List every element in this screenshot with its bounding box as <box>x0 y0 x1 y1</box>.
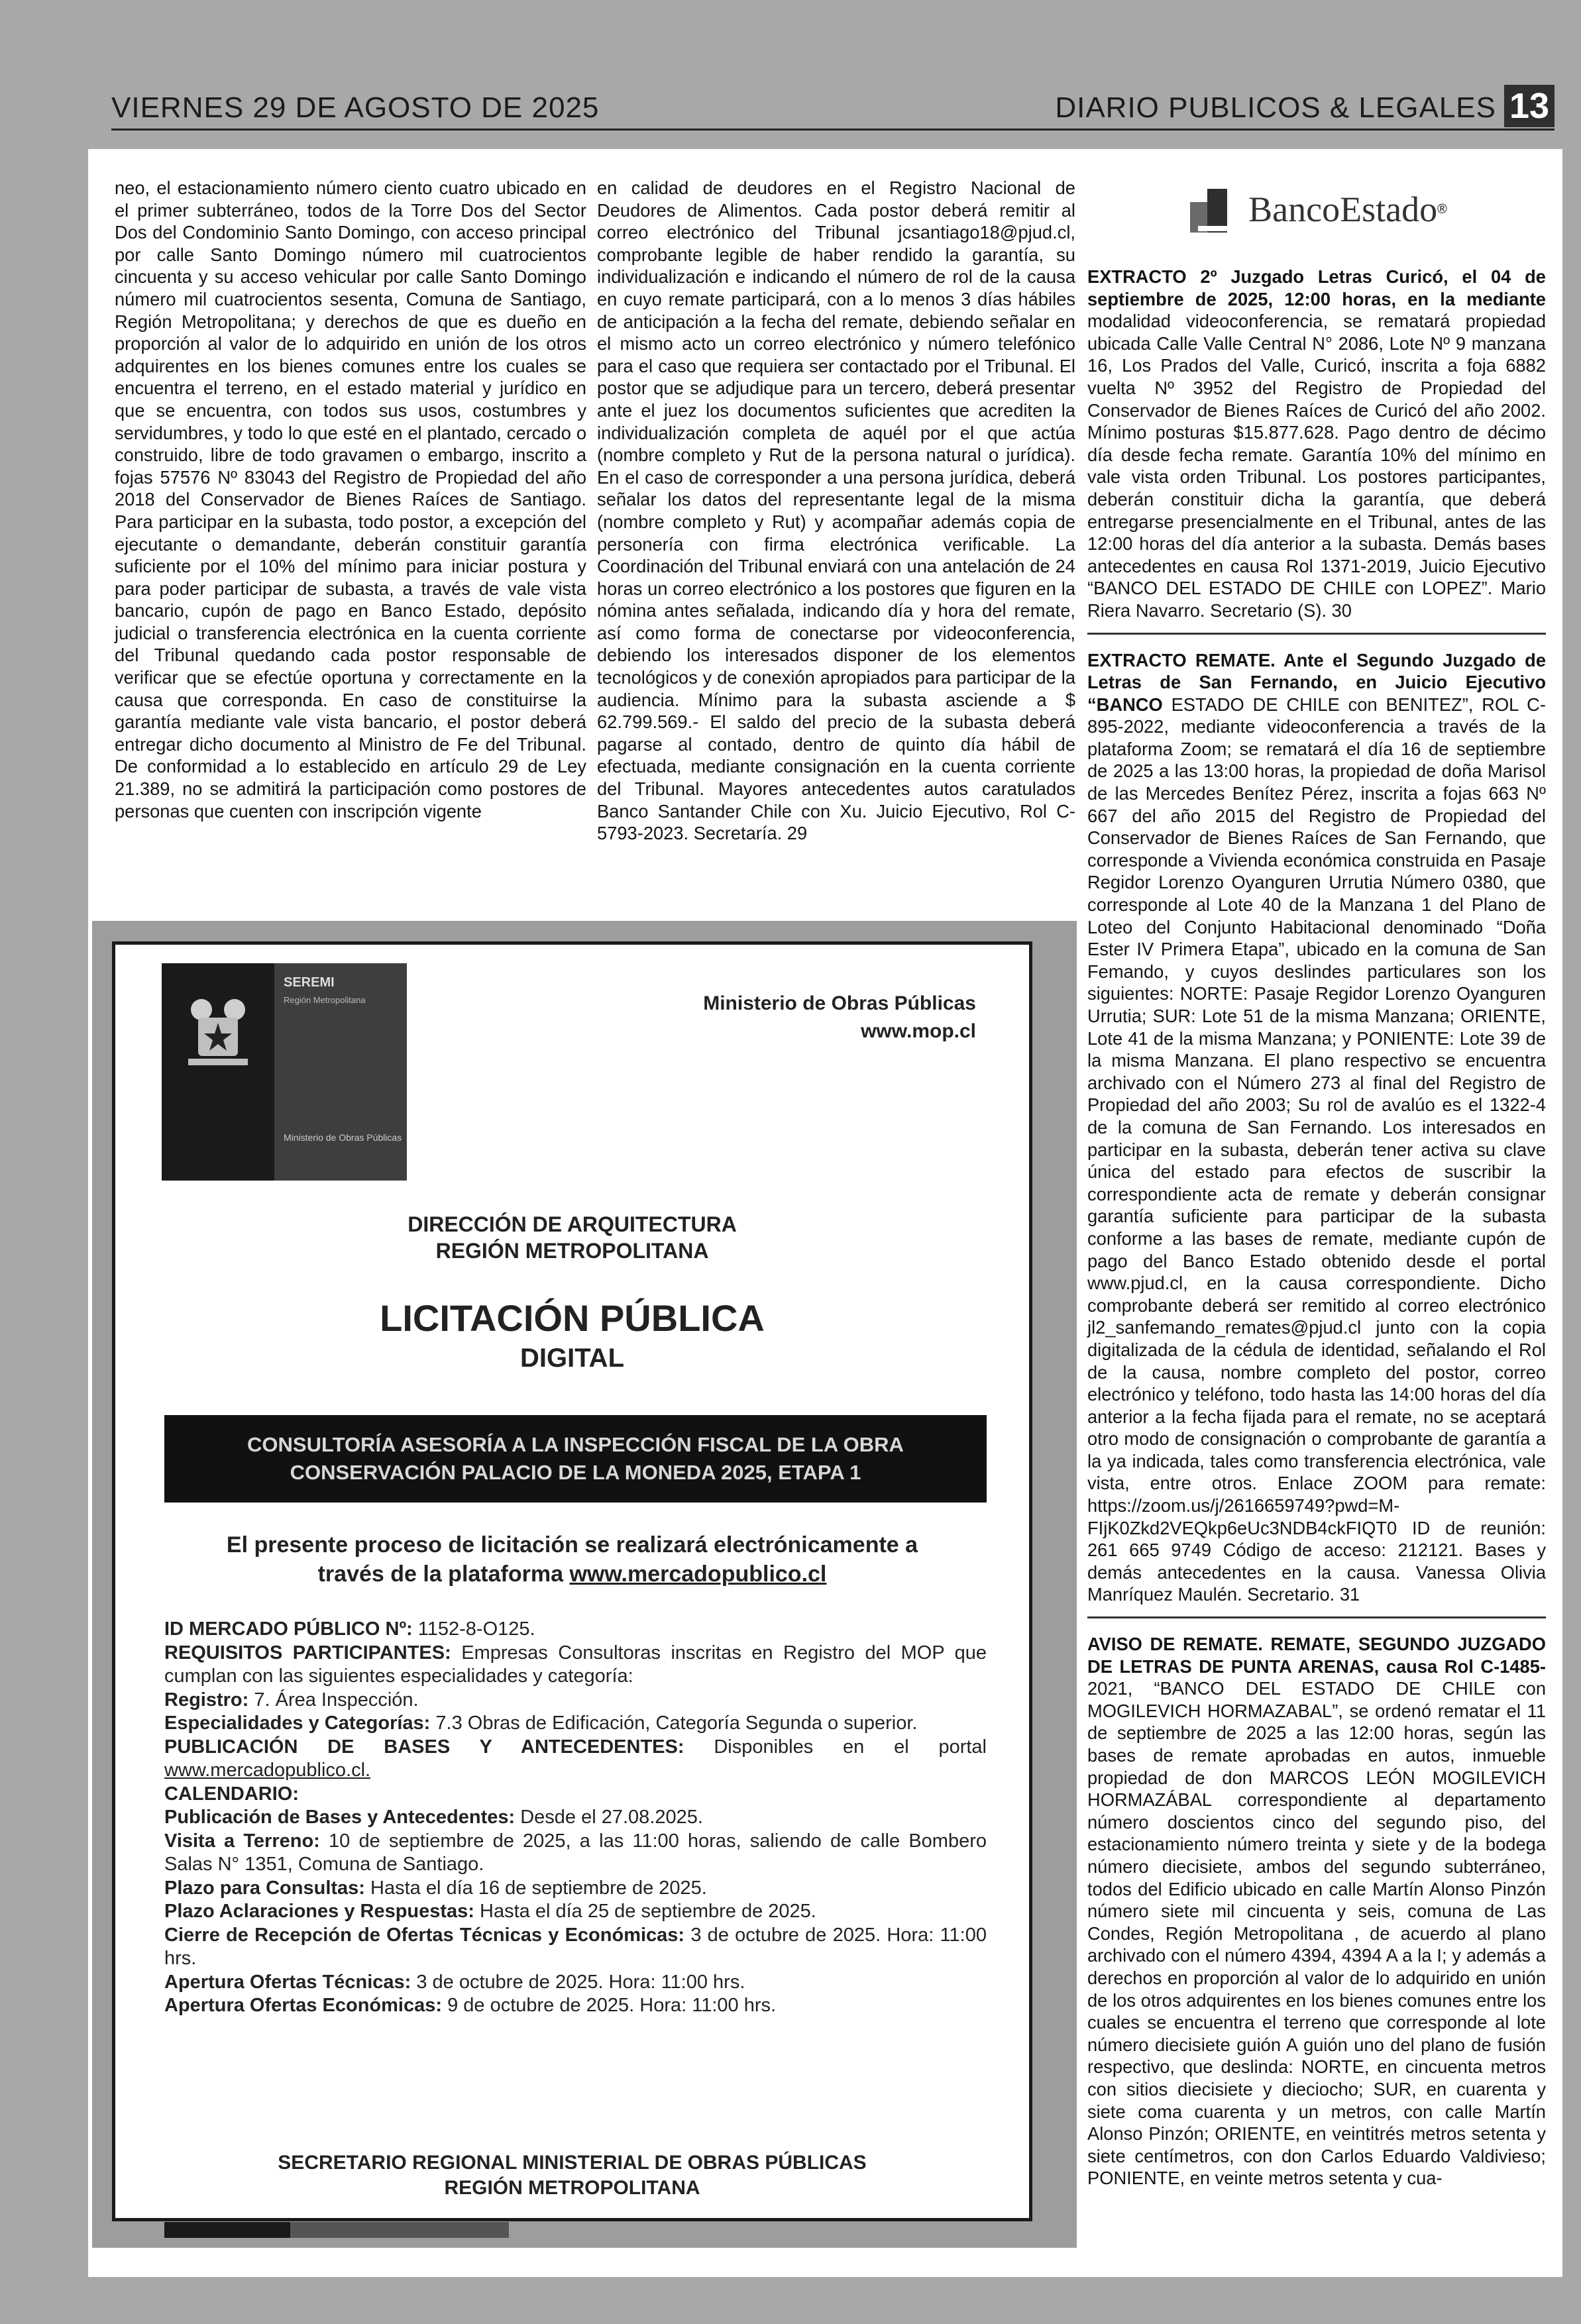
signature-block <box>115 2150 1029 2201</box>
registry-value: 7. Área Inspección. <box>248 1689 419 1711</box>
publication-label: PUBLICACIÓN DE BASES Y ANTECEDENTES: <box>164 1736 684 1758</box>
specialties-label: Especialidades y Categorías: <box>164 1713 431 1734</box>
calendar-item-label: Plazo para Consultas: <box>164 1877 365 1899</box>
page-number: 13 <box>1504 85 1554 127</box>
registry-label: Registro: <box>164 1689 249 1711</box>
calendar-item-value: 3 de octubre de 2025. Hora: 11:00 hrs. <box>411 1971 745 1993</box>
notice-punta-arenas <box>1087 1633 1546 2190</box>
process-line-2: través de la plataforma <box>317 1561 570 1587</box>
signature-line-1: SECRETARIO REGIONAL MINISTERIAL DE OBRAS PÚBLICAS <box>278 2152 867 2174</box>
notice-divider <box>1087 1616 1546 1618</box>
footer-color-bar <box>164 2222 509 2238</box>
bancoestado-logo <box>1087 177 1546 243</box>
header-rule <box>111 129 1554 131</box>
calendar-item-label: Apertura Ofertas Económicas: <box>164 1995 443 2016</box>
consultancy-line-2: CONSERVACIÓN PALACIO DE LA MONEDA 2025, ETAPA 1 <box>290 1461 861 1484</box>
seremi-label: SEREMI <box>284 975 335 990</box>
header-section: DIARIO PUBLICOS & LEGALES <box>1055 91 1496 124</box>
calendar-label: CALENDARIO: <box>164 1783 299 1805</box>
page-content <box>88 149 1562 2277</box>
coat-of-arms-icon <box>162 977 274 1096</box>
page-header <box>0 0 1581 152</box>
notice-body: 2021, “BANCO DEL ESTADO DE CHILE con MOGILEVICH HORMAZABAL”, se ordenó rematar el 11 de septiembre de 2025 a las 12:00 horas, según las bases de remate aprobadas en autos, inmueble propiedad de don MARCOS LEÓN MOGILEVICH HORMAZÁBAL correspondiente al departamento número doscientos cinco del segundo piso, del estacionamiento número treinta y siete y de la bodega número diecisiete, ambos del segundo subterráneo, todos del Edificio ubicado en calle Martín Alonso Pinzón número siete mil cincuenta y seis, comuna de Las Condes, Región Metropolitana , de acuerdo al plano archivado con el número 4394, 4394 A a la I; y además a derechos en proporción al valor de lo adquirido en unión de los otros adquirentes en los bienes comunes entre los cuales se encuentra el terreno que corresponde al lote número diecisiete guión A guión uno del plano de fusión respectivo, que deslinda: NORTE, en cincuenta metros con sitios diecisiete y dieciocho; SUR, en cuarenta y siete coma cuarenta y un metros, con calle Martín Alonso Pinzón; ORIENTE, en veintitrés metros setenta y siete centímetros, con don Carlos Eduardo Valdivieso; PONIENTE, en veinte metros setenta y cua- <box>1087 1678 1546 2189</box>
calendar-item-value: Hasta el día 25 de septiembre de 2025. <box>474 1901 816 1922</box>
tender-subtitle: DIGITAL <box>519 1344 624 1373</box>
ministry-url: www.mop.cl <box>861 1020 976 1042</box>
calendar-item-value: 3 de octubre de 2025. Hora: 11:00 hrs. <box>164 1924 987 1969</box>
column-3 <box>1087 177 1546 2196</box>
publication-value: Disponibles en el portal <box>684 1736 987 1758</box>
consultancy-banner <box>164 1415 987 1503</box>
ministry-block <box>703 990 976 1045</box>
publication-url: www.mercadopublico.cl. <box>164 1760 371 1781</box>
notice-body: ESTADO DE CHILE con BENITEZ”, ROL C-895-2022, mediante videoconferencia a través de la plataforma Zoom; se rematará el día 16 de septiembre de 2025 a las 13:00 horas, la propiedad de doña Marisol de las Mercedes Benítez Pérez, inscrita a fojas 663 Nº 667 del año 2015 del Registro de Propiedad del Conservador de Bienes Raíces de San Fernando, que corresponde a Vivienda económica construida en Pasaje Regidor Lorenzo Oyanguren Urrutia Número 0380, que corresponde al Lote 40 de la Manzana 1 del Plano de Loteo del Conjunto Habitacional denominado “Doña Ester IV Primera Etapa”, ubicado en la comuna de San Femando, y cuyos deslindes particulares son los siguientes: NORTE: Pasaje Regidor Lorenzo Oyanguren Urrutia; SUR: Lote 51 de la misma Manzana; ORIENTE, Lote 41 de la misma Manzana; y PONIENTE: Lote 39 de la misma Manzana. El plano respectivo se encuentra archivado con el Número 273 al final del Registro de Propiedad del año 2003; Su rol de avalúo es el 1322-4 de la comuna de San Fernando. Los interesados en participar en la subasta, deberán tener activa su clave única del estado para efectos de suscribir la correspondiente acta de remate y deberán consignar garantía suficiente para participar de la subasta conforme a las bases de remate, mediante cupón de pago del Banco Estado obtenido desde el portal www.pjud.cl, en la causa correspondiente. Dicho comprobante deberá ser remitido al correo electrónico jl2_sanfemando_remates@pjud.cl junto con la copia digitalizada de la cédula de identidad, señalando el Rol de la causa, nombre completo del postor, correo electrónico y teléfono, todo hasta las 14:00 horas del día anterior a la fecha fijada para el remate, no se aceptará otro modo de consignación o comprobante de garantía a la ya indicada, tales como transferencia electrónica, vale vista, entre otros. Enlace ZOOM para remate: https://zoom.us/j/2616659749?pwd=M-FIjK0Zkd2VEQkp6eUc3NDB4ckFIQT0 ID de reunión: 261 665 9749 Código de acceso: 212121. Bases y demás antecedentes en la causa. Vanessa Olivia Manríquez Maulén. Secretario. 31 <box>1087 694 1546 1605</box>
direction-name: DIRECCIÓN DE ARQUITECTURA <box>408 1212 737 1236</box>
id-value: 1152-8-O125. <box>412 1618 535 1640</box>
specialties-value: 7.3 Obras de Edificación, Categoría Segunda o superior. <box>430 1713 918 1734</box>
column-1 <box>115 177 586 822</box>
calendar-item-label: Visita a Terreno: <box>164 1830 320 1852</box>
calendar-item-value: Desde el 27.08.2025. <box>515 1807 703 1828</box>
tender-details <box>164 1618 987 2018</box>
direction-heading <box>115 1211 1029 1264</box>
calendar-item-value: 10 de septiembre de 2025, a las 11:00 horas, saliendo de calle Bombero Salas N° 1351, Comuna de Santiago. <box>164 1830 987 1875</box>
calendar-item-label: Apertura Ofertas Técnicas: <box>164 1971 411 1993</box>
notice-continuation-2: en calidad de deudores en el Registro Nacional de Deudores de Alimentos. Cada postor deberá remitir al correo electrónico del Tribunal jcsantiago18@pjud.cl, comprobante legible de haber rendido la garantía, su individualización e indicando el número de rol de la causa en cuyo remate participará, con a lo menos 3 días hábiles de anticipación a la fecha del remate, debiendo señalar en el mismo acto un correo electrónico y número telefónico para el caso que requiera ser contactado por el Tribunal. El postor que se adjudique para un tercero, deberá presentar ante el juez los documentos suficientes que acrediten la individualización completa de aquél por el que actúa (nombre completo y Rut de la persona natural o jurídica). En el caso de corresponder a una persona jurídica, deberá señalar los datos del representante legal de la misma (nombre completo y Rut) y acompañar además copia de personería con firma electrónica verificable. La Coordinación del Tribunal enviará con una antelación de 24 horas un correo electrónico a los postores que figuren en la nómina antes señalada, indicando día y hora del remate, así como forma de conectarse por videoconferencia, debiendo los interesados disponer de los elementos tecnológicos y de conexión apropiados para participar de la audiencia. Mínimo para la subasta asciende a $ 62.799.569.- El saldo del precio de la subasta deberá pagarse al contado, dentro de quinto día hábil de efectuada, mediante consignación en la cuenta corriente del Tribunal. Mayores antecedentes autos caratulados Banco Santander Chile con Xu. Juicio Ejecutivo, Rol C-5793-2023. Secretaría. 29 <box>597 178 1075 844</box>
seremi-ministry: Ministerio de Obras Públicas <box>284 1132 402 1143</box>
bancoestado-wordmark: BancoEstado <box>1248 189 1438 230</box>
registered-mark: ® <box>1437 202 1447 217</box>
mop-advertisement <box>92 921 1077 2248</box>
calendar-item-value: Hasta el día 16 de septiembre de 2025. <box>364 1877 707 1899</box>
signature-line-2: REGIÓN METROPOLITANA <box>444 2177 700 2199</box>
seremi-region: Región Metropolitana <box>284 995 366 1005</box>
calendar-item-label: Plazo Aclaraciones y Respuestas: <box>164 1901 474 1922</box>
notice-continuation: neo, el estacionamiento número ciento cuatro ubicado en el primer subterráneo, todos de la Torre Dos del Sector Dos del Condominio Santo Domingo, con acceso principal por calle Santo Domingo número mil cuatrocientos cincuenta y su acceso vehicular por calle Santo Domingo número mil cuatrocientos sesenta, Comuna de Santiago, Región Metropolitana; y derechos de que es dueño en proporción al valor de lo adquirido en unión de los otros adquirentes en los bienes comunes entre los cuales se encuentra el terreno, en el estado material y jurídico en que se encuentra, con todos sus usos, costumbres y servidumbres, y todo lo que esté en el plantado, cercado o construido, libre de todo gravamen o embargo, inscrito a fojas 57576 Nº 83043 del Registro de Propiedad del año 2018 del Conservador de Bienes Raíces de Santiago. Para participar en la subasta, todo postor, a excepción del ejecutante o demandante, deberán constituir garantía suficiente por el 10% del mínimo para iniciar postura y para poder participar de subasta, a través de vale vista bancario, cupón de pago en Banco Estado, depósito judicial o transferencia electrónica en la cuenta corriente del Tribunal quedando cada postor responsable de verificar que se efectúe oportuna y correctamente en la causa que corresponda. En caso de constituirse la garantía mediante vale vista bancario, el postor deberá entregar dicho documento al Ministro de Fe del Tribunal. De conformidad a lo establecido en artículo 29 de Ley 21.389, no se admitirá la participación como postores de personas que cuenten con inscripción vigente <box>115 178 586 821</box>
calendar-item-value: 9 de octubre de 2025. Hora: 11:00 hrs. <box>442 1995 777 2016</box>
process-note <box>115 1530 1029 1589</box>
tender-title: LICITACIÓN PÚBLICA <box>380 1297 765 1339</box>
calendar-item-label: Publicación de Bases y Antecedentes: <box>164 1807 516 1828</box>
advertisement-frame <box>112 941 1032 2221</box>
notice-lead: AVISO DE REMATE. REMATE, SEGUNDO JUZGADO DE LETRAS DE PUNTA ARENAS, causa Rol C-1485- <box>1087 1634 1546 1677</box>
seremi-logo <box>162 963 407 1181</box>
requirements-value: Empresas Consultoras inscritas en Registro del MOP que cumplan con las siguientes especialidades y categoría: <box>164 1642 987 1687</box>
process-line-1: El presente proceso de licitación se realizará electrónicamente a <box>226 1532 918 1558</box>
notice-lead: EXTRACTO REMATE. Ante el Segundo Juzgado de Letras de San Fernando, en Juicio Ejecutivo “BANCO <box>1087 649 1546 715</box>
direction-region: REGIÓN METROPOLITANA <box>435 1239 709 1263</box>
mercadopublico-link: www.mercadopublico.cl <box>569 1561 827 1587</box>
header-date: VIERNES 29 DE AGOSTO DE 2025 <box>111 91 600 124</box>
id-label: ID MERCADO PÚBLICO Nº: <box>164 1618 413 1640</box>
notice-san-fernando <box>1087 649 1546 1607</box>
notice-body: modalidad videoconferencia, se rematará propiedad ubicada Calle Valle Central N° 2086, Lote Nº 9 manzana 16, Los Prados del Valle, Curicó, inscrita a foja 6882 vuelta Nº 3952 del Registro de Propiedad del Conservador de Bienes Raíces de Curicó del año 2002. Mínimo posturas $15.877.628. Pago dentro de décimo día desde fecha remate. Garantía 10% del mínimo en vale vista orden Tribunal. Los postores participantes, deberán constituir dicha la garantía, que deberá entregarse presencialmente en el Tribunal, antes de las 12:00 horas del día anterior a la subasta. Demás bases antecedentes en causa Rol 1371-2019, Juicio Ejecutivo “BANCO DEL ESTADO DE CHILE con LOPEZ”. Mario Riera Navarro. Secretario (S). 30 <box>1087 311 1546 621</box>
consultancy-line-1: CONSULTORÍA ASESORÍA A LA INSPECCIÓN FISCAL DE LA OBRA <box>247 1433 904 1456</box>
requirements-label: REQUISITOS PARTICIPANTES: <box>164 1642 451 1664</box>
bancoestado-icon <box>1186 184 1239 237</box>
notice-curico <box>1087 266 1546 622</box>
calendar-item-label: Cierre de Recepción de Ofertas Técnicas y Económicas: <box>164 1924 685 1946</box>
notice-divider <box>1087 633 1546 635</box>
notice-lead: EXTRACTO 2º Juzgado Letras Curicó, el 04 de septiembre de 2025, 12:00 horas, en la mediante <box>1087 266 1546 309</box>
column-2 <box>597 177 1075 845</box>
ministry-name: Ministerio de Obras Públicas <box>703 992 976 1014</box>
